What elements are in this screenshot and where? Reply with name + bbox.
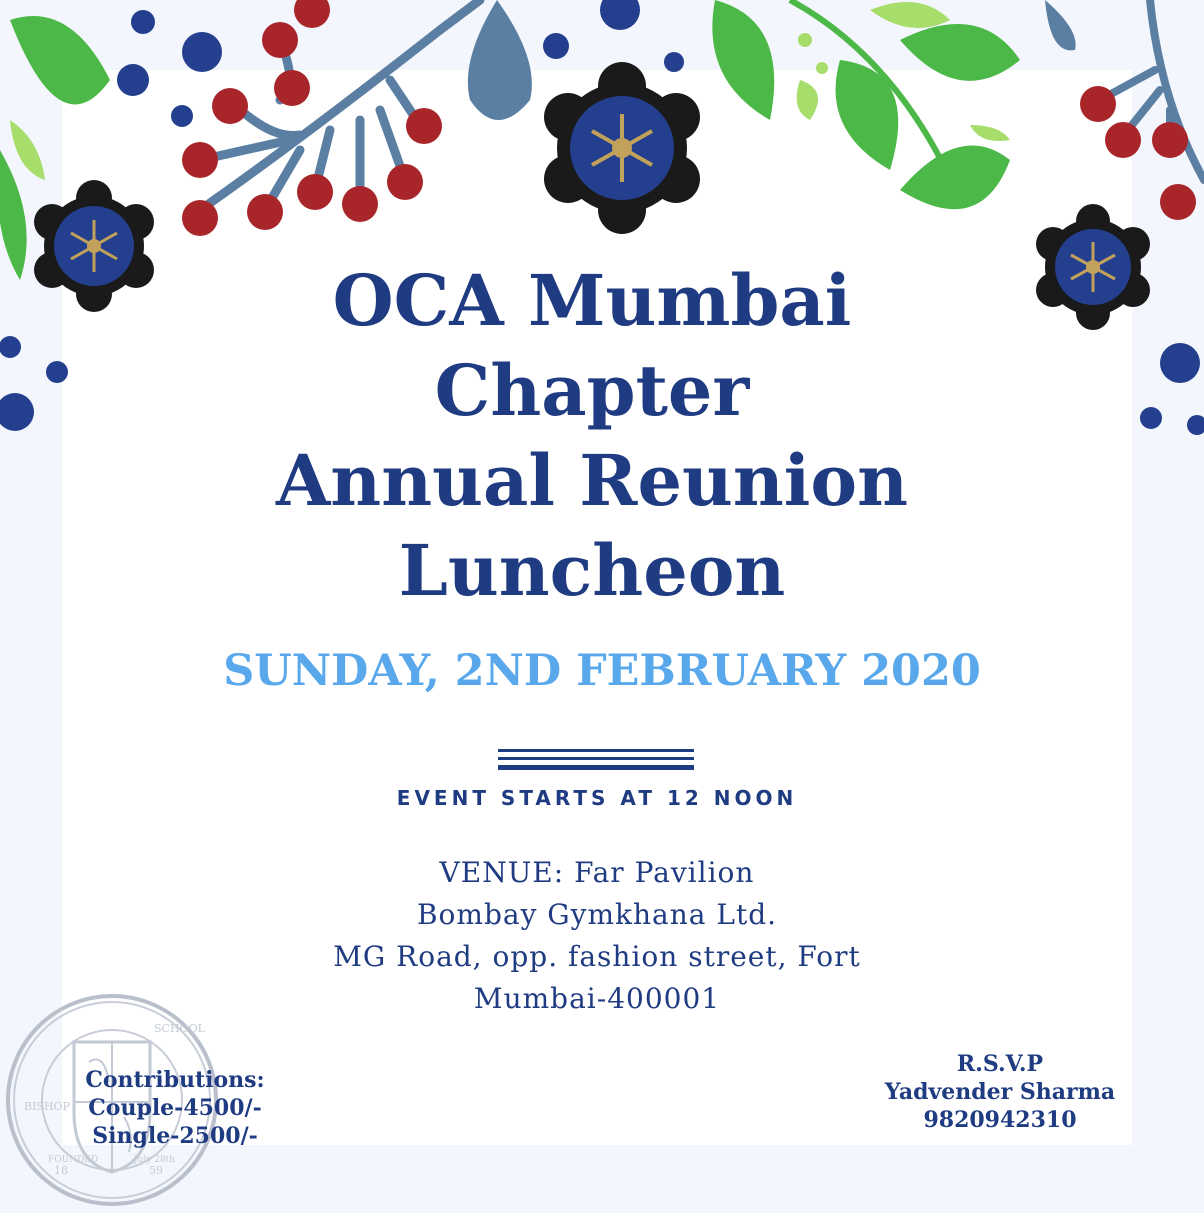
- venue-line-4: Mumbai-400001: [473, 982, 721, 1015]
- title-line-1: OCA Mumbai: [332, 259, 852, 342]
- venue-line-3: MG Road, opp. fashion street, Fort: [333, 940, 861, 973]
- svg-text:FOUNDED: FOUNDED: [48, 1155, 99, 1165]
- event-time: EVENT STARTS AT 12 NOON: [396, 786, 798, 810]
- contribution-single: Single-2500/-: [92, 1123, 258, 1149]
- venue-line-1: VENUE: Far Pavilion: [439, 856, 755, 889]
- divider-line: [498, 765, 694, 770]
- rsvp-heading: R.S.V.P: [956, 1051, 1044, 1077]
- title-line-2: Chapter: [434, 349, 750, 432]
- divider-line: [498, 757, 694, 760]
- divider-line: [498, 749, 694, 752]
- venue-line-2: Bombay Gymkhana Ltd.: [416, 898, 778, 931]
- contribution-couple: Couple-4500/-: [88, 1095, 262, 1121]
- svg-text:59: 59: [149, 1164, 163, 1177]
- svg-text:July 28th: July 28th: [134, 1155, 176, 1165]
- rsvp-phone: 9820942310: [923, 1107, 1077, 1133]
- event-date: SUNDAY, 2ND FEBRUARY 2020: [223, 646, 981, 696]
- svg-text:BISHOP: BISHOP: [24, 1100, 70, 1113]
- title-line-4: Luncheon: [398, 529, 786, 612]
- contributions-heading: Contributions:: [85, 1067, 265, 1093]
- svg-text:18: 18: [54, 1164, 68, 1177]
- title-line-3: Annual Reunion: [276, 439, 908, 522]
- svg-text:SCHOOL: SCHOOL: [154, 1022, 205, 1035]
- rsvp-name: Yadvender Sharma: [884, 1079, 1116, 1105]
